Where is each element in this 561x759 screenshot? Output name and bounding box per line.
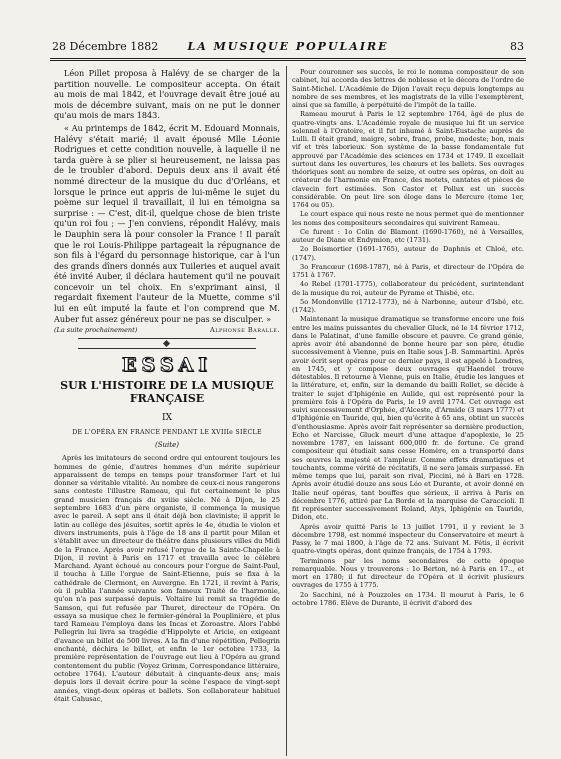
right-column [292,68,524,758]
essai-continuation [292,68,524,607]
page-number: 83 [510,40,524,53]
suite-label: (Suite) [155,441,179,450]
issue-date: 28 Décembre 1882 [52,40,159,53]
list-item: 2o Boismortier (1691-1765), auteur de Daphnis et Chloé, etc. (1747). [292,245,524,262]
paragraph: Pour couronner ses succès, le roi le nomma compositeur de son cabinet, lui accorda des lettres de noblesse et le décora de l'ordre de Saint-Michel. L'Académie de Dijon l'avait reçu depuis longtemps au nombre de ses membres, et les magistrats de la ville l'exemptèrent, ainsi que sa famille, à perpétuité de l'impôt de la taille. [292,68,524,109]
section-numeral: IX [162,413,172,424]
paragraph: Après avoir quitté Paris le 13 juillet 1791, il y revient le 3 décembre 1798, est nommé inspecteur du Conservatoire et meurt à Passy, le 7 mai 1800, à l'âge de 72 ans. Suivant M. Fétis, il écrivit quatre-vingts opéras, dont quinze français, de 1754 à 1793. [292,522,524,556]
article-continuation [54,68,280,324]
paragraph: 2o Sacchini, né à Pouzzoles en 1734. Il mourut à Paris, le 6 octobre 1786. Elève de Durante, il écrivit d'abord des [292,590,524,607]
author-signature: Alphonse Baralle. [210,326,280,335]
paragraph: Maintenant la musique dramatique se transforme encore une fois entre les mains puissantes du chevalier Gluck, né le 14 février 1712, dans le Palatinat, d'une famille obscure et pauvre. Ce grand génie, après avoir été abandonné de bonne heure par son père, étudie successivement à Vienne, puis en Italie sous J.-B. Sammartini. Après avoir écrit sept opéras pour ce dernier pays, il est appelé à Londres, en 1745, et y compose deux ouvrages qu'Haendel trouve détestables. Il retourne à Vienne, puis en Italie, étudie les langues et la littérature, et, enfin, sur la demande du bailli Rollet, se décide à traiter le sujet d'Iphigénie en Aulide, qui est représenté pour la première fois à l'Opéra de Paris, le 19 avril 1774. Cet ouvrage est suivi successivement d'Orphée, d'Alceste, d'Armide (3 mars 1777) et d'Iphigénie en Tauride, qui, bien qu'écrite à 65 ans, obtint un succès d'enthousiasme. Après avoir fait représenter sa dernière production, Echo et Narcisse, Gluck meurt d'une attaque d'apoplexie, le 25 novembre 1787, en laissant 600,000 fr. de fortune. Ce grand compositeur qui étudiait sans cesse Homère, en a transporté dans ses œuvres la majesté et l'ampleur. Comme effets dramatiques et touchants, comme vérité de récitatifs, il ne sera jamais surpassé. En même temps que lui, parait son rival, Piccini, né à Bari en 1728. Après avoir étudié douze ans sous Léo et Durante, et avoir donné en Italie neuf opéras, tant bouffes que sérieux, il arriva à Paris en décembre 1776, attiré par La Borde et la marquise de Caraccioli. Il fit représenter successivement Roland, Atys, Iphigénie en Tauride, Didon, etc. [292,315,524,522]
paragraph: Après les imitateurs de second ordre qui entourent toujours les hommes de génie, d'autres hommes d'un mérite supérieur apparaissent de temps en temps pour transformer l'art et lui donner sa véritable vitalité. Au nombre de ceux-ci nous rangerons sans conteste l'illustre Rameau, qui fut certainement le plus grand musicien français du xviiie siècle. Né à Dijon, le 25 septembre 1683 d'un père organiste, il commença la musique avec le pareil. A sept ans il était déjà bon claviniste; il apprit le latin au collège des jésuites, sortit après le 4e, étudia le violon et divers instruments, puis à l'âge de 18 ans il partit pour Milan et s'établit avec un directeur de théâtre dans plusieurs villes du Midi de la France. Après avoir refusé l'orgue de la Sainte-Chapelle à Dijon, il revint à Paris en 1717 et travailla avec le célèbre Marchand. Ayant échoué au concours pour l'orgue de Saint-Paul, il toucha à Lille l'orgue de Saint-Etienne, puis se fixa à la cathédrale de Clermont, en Auvergne. En 1721, il revint à Paris, où il publia l'année suivante son fameux Traité de l'harmonie, qu'on n'a pas surpassé depuis. Voltaire lui remit sa tragédie de Samson, qui fut refusée par Thuret, directeur de l'Opéra. On essaya sa musique chez le fermier-général la Pouplinière, et plus tard Rameau l'employa dans les Incas et Zoroastre. Alors l'abbé Pellegrin lui livra sa tragédie d'Hippolyte et Aricie, en exigeant d'avance un billet de 500 livres. A la fin d'une répétition, Pellegrin enchanté, déchira le billet, et enfin le 1er octobre 1733, la première représentation de l'ouvrage eut lieu à l'Opéra au grand contentement du public (Voyez Grimm, Correspondance littéraire, octobre 1764). L'auteur débutait à cinquante-deux ans; mais depuis lors il devait écrire pour la scène l'espace de vingt-sept années, vingt-deux opéras et ballets. Son collaborateur habituel était Cahusac, [54,454,280,703]
paragraph: Terminons par les noms secondaires de cette époque remarquable. Nous y trouverons : 1o Berton, né à Paris en 17.., et mort en 1780; il fut directeur de l'Opéra et il écrivit plusieurs ouvrages de 1755 à 1775. [292,556,524,590]
paragraph: Le court espace qui nous reste ne nous permet que de mentionner les noms des compositeurs secondaires qui suivirent Rameau. [292,210,524,227]
paragraph: Rameau mourut à Paris le 12 septembre 1764, âgé de plus de quatre-vingts ans. L'Académie royale de musique lui fit un service solennel à l'Oratoire, et il fut inhumé à Saint-Eustache auprès de Lulli. Il était grand, maigre, sobre, franc, probe, modeste; bon, mais vif et très laborieux. Son système de la basse fondamentale fut approuvé par l'Académie des sciences en 1734 et 1749. Il excellait surtout dans les ouvertures, les chœurs et les ballets. Ses ouvrages théoriques sont au nombre de seize, et outre ses opéras, on doit au créateur de l'harmonie en France, des motets, cantates et pièces de clavecin fort estimées. Son Castor et Pollux est un succès considérable. On peut lire son éloge dans le Mercure (tome 1er, 1764 ou 05). [292,110,524,209]
paragraph: Léon Pillet proposa à Halévy de se charger de la partition nouvelle. Le compositeur accepta. On était au mois de mai 1842, et l'ouvrage devait être joué au mois de décembre suivant, mais on ne put le donner qu'au mois de mars 1843. [54,68,280,121]
column-separator [286,66,287,756]
list-item: 4o Rebel (1701-1775), collaborateur du précédent, surintendant de la musique du roi, auteur de Pyrame et Thisbé, etc. [292,280,524,297]
paragraph: « Au printemps de 1842, écrit M. Edouard Monnais, Halévy s'était marié; il avait épousé Mlle Léonie Rodrigues et cette condition nouvelle, à laquelle il ne tarda guère à se plier si heureusement, ne laissa pas de le troubler d'abord. Depuis deux ans il avait été nommé directeur de la musique du duc d'Orléans, et lorsque le prince eut appris de lui-même le sujet du poème sur lequel il travaillait, il lui en témoigna sa surprise : — C'est, dit-il, quelque chose de bien triste qu'un roi fou ; — J'en conviens, répondit Halévy, mais le Dauphin sera là pour consoler la France ! Il paraît que le roi Louis-Philippe partageait la répugnance de son fils à l'égard du personnage historique, car à l'un des grands dîners donnés aux Tuileries et auquel avait été invité Auber, il déclara hautement qu'il ne pouvait concevoir un tel choix. En s'exprimant ainsi, il regardait fixement l'auteur de la Muette, comme s'il lui en eût imputé la faute et l'on comprend que M. Auber fut assez généreux pour ne pas se disculper. » [54,122,280,324]
essai-body [54,454,280,703]
article-footer [54,326,280,334]
page-header [52,40,524,56]
composer-list [292,228,524,315]
list-item: 5o Mondonville (1712-1773), né à Narbonne, auteur d'Isbé, etc. (1742). [292,297,524,314]
to-be-continued: (La suite prochainement) [54,326,138,335]
left-column [54,68,280,758]
essai-subtitle: SUR L'HISTOIRE DE LA MUSIQUE FRANÇAISE [60,379,274,406]
essai-title: ESSAI [121,354,213,377]
list-item: Ce furent : 1o Colin de Blamont (1690-1760), né à Versailles, auteur de Diane et Endymion, etc (1731). [292,227,524,244]
header-rule [50,58,526,61]
ornament-divider [78,338,256,349]
section-heading: DE L'OPÉRA EN FRANCE PENDANT LE XVIIIe SIÈCLE [72,429,262,437]
list-item: 3o Francœur (1698-1787), né à Paris, et directeur de l'Opéra de 1751 à 1767. [292,262,524,279]
journal-title: LA MUSIQUE POPULAIRE [187,40,389,53]
